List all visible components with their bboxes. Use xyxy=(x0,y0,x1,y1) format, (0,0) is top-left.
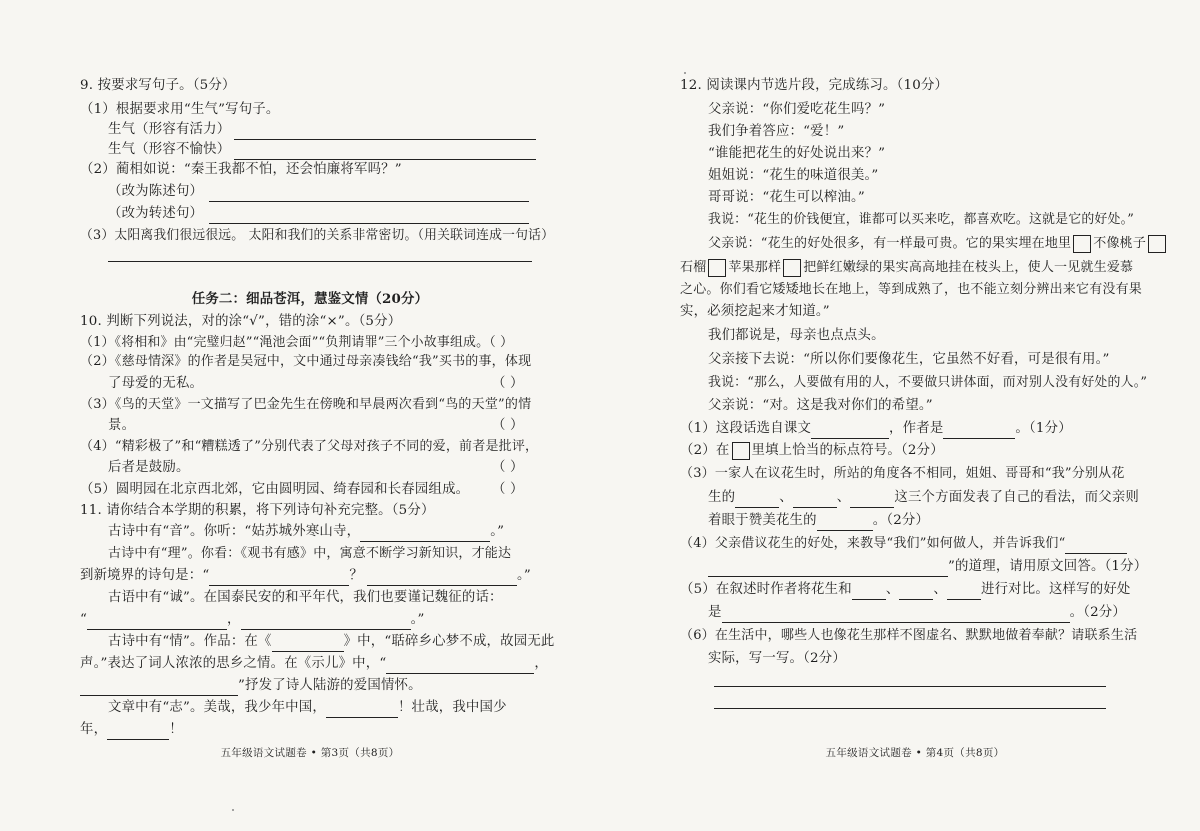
answer-blank[interactable] xyxy=(386,658,534,674)
passage-line-4: 姐姐说：“花生的味道很美。” xyxy=(708,168,879,183)
left-page xyxy=(80,0,555,831)
answer-blank[interactable] xyxy=(367,570,517,586)
q10-item4b: 后者是鼓励。 xyxy=(108,460,190,475)
left-page-footer: 五年级语文试题卷 • 第3页（共8页） xyxy=(220,747,400,759)
answer-blank[interactable] xyxy=(241,614,411,630)
answer-line[interactable] xyxy=(108,261,532,262)
answer-blank[interactable] xyxy=(850,492,894,508)
answer-line[interactable] xyxy=(714,708,1106,709)
answer-blank[interactable] xyxy=(234,144,536,160)
q10-item2a: （2）《慈母情深》的作者是吴冠中，文中通过母亲凑钱给“我”买书的事，体现 xyxy=(80,354,532,369)
punctuation-box[interactable] xyxy=(783,259,801,277)
q9-part1: （1）根据要求用“生气”写句子。 xyxy=(80,102,280,117)
q10-title: 10. 判断下列说法，对的涂“√”，错的涂“×”。（5分） xyxy=(80,314,402,329)
passage-line-7d: 实，必须挖起来才知道。” xyxy=(680,304,830,319)
right-page-footer: 五年级语文试题卷 • 第4页（共8页） xyxy=(825,747,1005,759)
answer-blank[interactable] xyxy=(209,186,529,202)
answer-blank[interactable] xyxy=(209,570,349,586)
q12-sub3c: 着眼于赞美花生的 。（2分） xyxy=(708,511,929,531)
q10-paren-3[interactable]: （ ） xyxy=(492,418,524,433)
q12-sub2: （2）在 里填上恰当的标点符号。（2分） xyxy=(680,443,944,458)
answer-blank[interactable] xyxy=(360,526,490,542)
answer-blank[interactable] xyxy=(722,607,1070,623)
q11-title: 11. 请你结合本学期的积累，将下列诗句补充完整。（5分） xyxy=(80,503,435,518)
q12-sub4b: ”的道理，请用原文回答。（1分） xyxy=(708,557,1147,577)
answer-blank[interactable] xyxy=(708,561,948,577)
q11-item2a: 古诗中有“理”。你看：《观书有感》中，寓意不断学习新知识，才能达 xyxy=(108,546,512,561)
q10-item2b: 了母爱的无私。 xyxy=(108,376,204,391)
q9-part2: （2）蔺相如说：“秦王我都不怕，还会怕廉将军吗？” xyxy=(80,162,402,177)
passage-line-7a: 父亲说：“花生的好处很多，有一样最可贵。它的果实埋在地里 不像桃子 xyxy=(708,234,1168,254)
q9-title: 9. 按要求写句子。（5分） xyxy=(80,78,236,93)
answer-blank[interactable] xyxy=(1065,538,1127,554)
answer-line[interactable] xyxy=(714,686,1106,687)
q9-part2b: （改为转述句） xyxy=(108,204,529,224)
q11-item1: 古诗中有“音”。你听：“姑苏城外寒山寺， 。” xyxy=(108,522,504,542)
answer-blank[interactable] xyxy=(947,584,981,600)
punctuation-box[interactable] xyxy=(1073,235,1091,253)
passage-line-11: 父亲说：“对。这是我对你们的希望。” xyxy=(708,398,933,413)
answer-blank[interactable] xyxy=(80,680,238,696)
right-page xyxy=(680,0,1150,831)
q12-sub6a: （6）在生活中，哪些人也像花生那样不图虚名、默默地做着奉献？请联系生活 xyxy=(680,628,1138,643)
answer-blank[interactable] xyxy=(87,614,227,630)
q10-item5: （5）圆明园在北京西北郊，它由圆明园、绮春园和长春园组成。 xyxy=(80,482,470,497)
punctuation-box[interactable] xyxy=(708,259,726,277)
passage-line-3: “谁能把花生的好处说出来？” xyxy=(708,146,886,161)
passage-line-2: 我们争着答应：“爱！” xyxy=(708,124,845,139)
passage-line-7c: 之心。你们看它矮矮地长在地上，等到成熟了，也不能立刻分辨出来它有没有果 xyxy=(680,282,1143,297)
answer-blank[interactable] xyxy=(107,724,169,740)
task2-heading: 任务二：细品苍洱，慧鉴文情（20分） xyxy=(191,291,429,307)
answer-blank[interactable] xyxy=(272,636,344,652)
q11-item4b: 声。”表达了词人浓浓的思乡之情。在《示儿》中，“ ， xyxy=(80,654,548,674)
answer-blank[interactable] xyxy=(852,584,886,600)
answer-blank[interactable] xyxy=(209,208,529,224)
q12-title: 12. 阅读课内节选片段，完成练习。（10分） xyxy=(680,78,949,93)
q11-item4a: 古诗中有“情”。作品：在《 》中，“聒碎乡心梦不成，故园无此 xyxy=(108,632,555,652)
q12-sub3b: 生的 、 、 这三个方面发表了自己的看法，而父亲则 xyxy=(708,488,1139,508)
q11-item4c: ”抒发了诗人陆游的爱国情怀。 xyxy=(80,676,422,696)
q12-sub3a: （3）一家人在议花生时，所站的角度各不相同，姐姐、哥哥和“我”分别从花 xyxy=(680,466,1125,481)
passage-line-10: 我说：“那么，人要做有用的人，不要做只讲体面，而对别人没有好处的人。” xyxy=(708,375,1148,390)
answer-blank[interactable] xyxy=(326,702,398,718)
answer-blank[interactable] xyxy=(811,423,889,439)
answer-blank[interactable] xyxy=(817,515,873,531)
passage-line-6: 我说：“花生的价钱便宜，谁都可以买来吃，都喜欢吃。这就是它的好处。” xyxy=(708,212,1135,227)
q10-item3b: 景。 xyxy=(108,418,136,433)
q12-sub1: （1）这段话选自课文 ，作者是 。（1分） xyxy=(680,419,1072,439)
q10-paren-5[interactable]: （ ） xyxy=(492,482,524,497)
answer-blank[interactable] xyxy=(735,492,779,508)
q10-paren-4[interactable]: （ ） xyxy=(492,460,524,475)
scan-speck xyxy=(684,72,686,74)
q10-item4a: （4）“精彩极了”和“糟糕透了”分别代表了父母对孩子不同的爱，前者是批评， xyxy=(80,439,539,454)
q12-sub5a: （5）在叙述时作者将花生和 、 、 进行对比。这样写的好处 xyxy=(680,580,1131,600)
q10-paren-2[interactable]: （ ） xyxy=(492,376,524,391)
q11-item5a: 文章中有“志”。美哉，我少年中国， ！壮哉，我中国少 xyxy=(108,698,507,718)
q12-sub5b: 是 。（2分） xyxy=(708,603,1126,623)
passage-line-9: 父亲接下去说：“所以你们要像花生，它虽然不好看，可是很有用。” xyxy=(708,352,1110,367)
punctuation-box xyxy=(732,442,750,460)
q10-item3a: （3）《鸟的天堂》一文描写了巴金先生在傍晚和早晨两次看到“鸟的天堂”的情 xyxy=(80,397,532,412)
q11-item5b: 年， ！ xyxy=(80,720,183,740)
answer-blank[interactable] xyxy=(899,584,933,600)
q12-sub4a: （4）父亲借议花生的好处，来教导“我们”如何做人，并告诉我们“ xyxy=(680,534,1127,554)
q11-item3b: “ ， 。” xyxy=(80,610,425,630)
answer-blank[interactable] xyxy=(793,492,837,508)
q9-part3: （3）太阳离我们很远很远。 太阳和我们的关系非常密切。（用关联词连成一句话） xyxy=(80,228,555,243)
punctuation-box[interactable] xyxy=(1148,235,1166,253)
passage-line-8: 我们都说是，母亲也点点头。 xyxy=(708,328,885,343)
q9-part1a: 生气（形容有活力） xyxy=(108,120,536,140)
scan-speck xyxy=(232,809,234,811)
answer-blank[interactable] xyxy=(234,124,536,140)
q12-sub6b: 实际，写一写。（2分） xyxy=(708,651,846,666)
q10-item1: （1）《将相和》由“完璧归赵”“渑池会面”“负荆请罪”三个小故事组成。（ ） xyxy=(80,335,514,350)
answer-blank[interactable] xyxy=(943,423,1015,439)
q11-item2b: 到新境界的诗句是：“ ？ 。” xyxy=(80,566,531,586)
passage-line-7b: 石榴 苹果那样 把鲜红嫩绿的果实高高地挂在枝头上，使人一见就生爱慕 xyxy=(680,260,1134,275)
q11-item3a: 古语中有“诚”。在国泰民安的和平年代，我们也要谨记魏征的话： xyxy=(108,590,503,605)
passage-line-5: 哥哥说：“花生可以榨油。” xyxy=(708,190,865,205)
q9-part2a: （改为陈述句） xyxy=(108,182,529,202)
q9-part1b: 生气（形容不愉快） xyxy=(108,140,536,160)
passage-line-1: 父亲说：“你们爱吃花生吗？” xyxy=(708,102,886,117)
